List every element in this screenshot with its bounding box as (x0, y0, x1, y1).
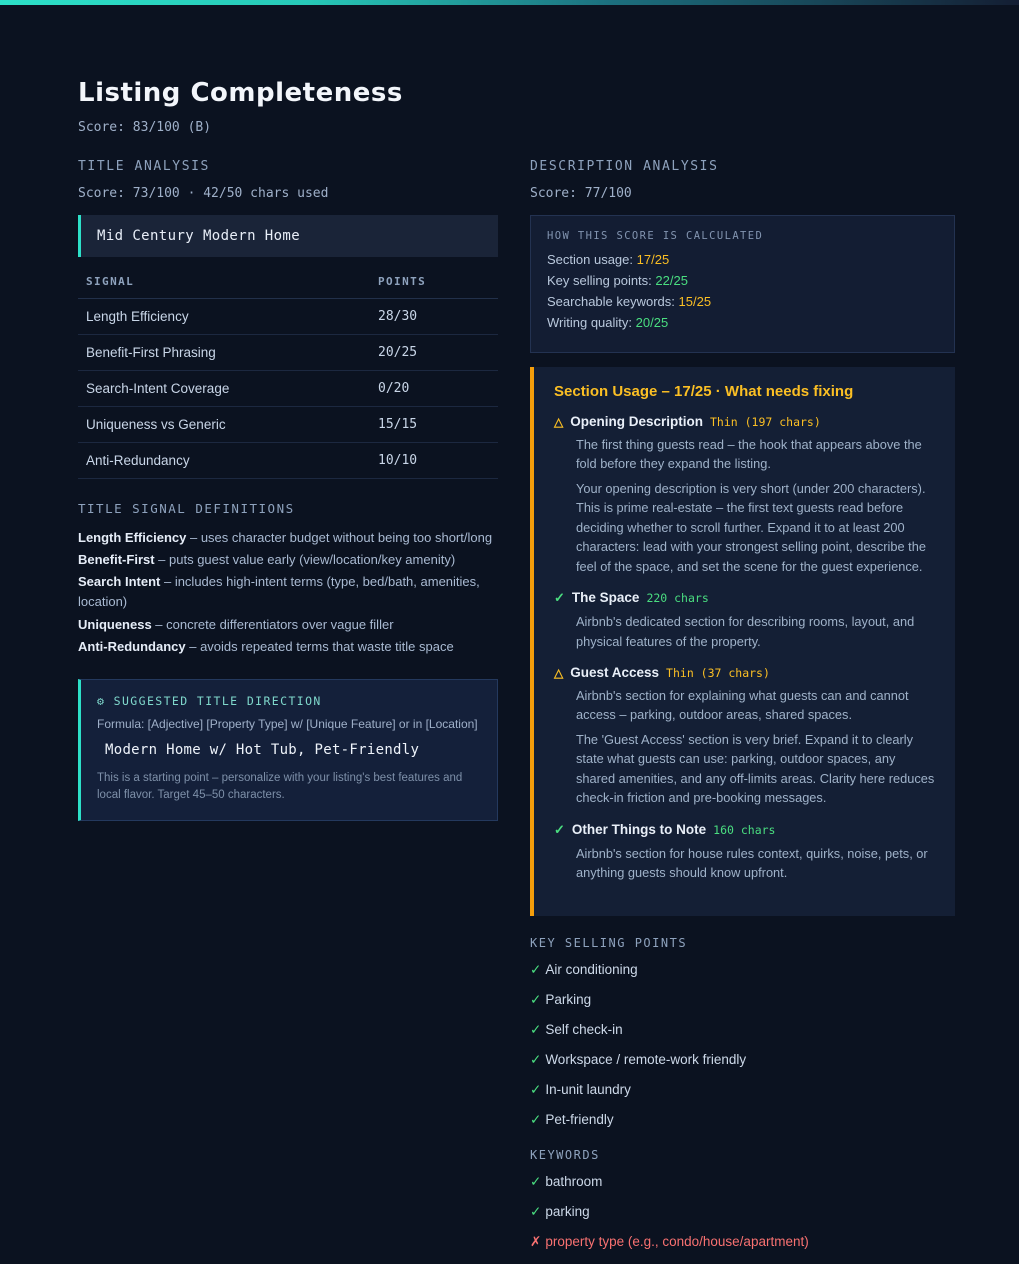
fix-item (554, 665, 935, 808)
list-item-label: parking (545, 1204, 590, 1220)
col-points: POINTS (378, 275, 498, 299)
fix-item-advice: The 'Guest Access' section is very brief. Expand it to clearly state what guests can use: parking, outdoor spaces, any shared amenities, and any off-limits areas. Clarity here reduces check-in friction and pre-booking messages. (576, 731, 935, 806)
list-item-label: Air conditioning (545, 962, 638, 978)
definition-text: – avoids repeated terms that waste title space (185, 638, 454, 654)
check-icon: ✓ (530, 1082, 542, 1098)
fix-item-head (554, 665, 935, 680)
definition-text: – uses character budget without being too short/long (186, 530, 493, 545)
suggested-title-panel (78, 679, 498, 822)
list-item-label: Workspace / remote-work friendly (545, 1052, 747, 1068)
fix-item-tag: 220 chars (646, 591, 709, 606)
list-item (530, 1022, 955, 1038)
check-icon: ✓ (530, 1204, 542, 1220)
warning-icon: △ (554, 415, 564, 429)
fix-item-name: Other Things to Note (571, 821, 707, 837)
fix-item-body: Airbnb's section for house rules context, quirks, noise, pets, or anything guests should know upfront. (576, 845, 928, 880)
list-item (530, 1112, 955, 1128)
signal-points: 10/10 (378, 443, 498, 479)
signal-points: 15/15 (378, 407, 498, 443)
definition-item (78, 572, 498, 612)
fix-item-tag: Thin (197 chars) (710, 415, 821, 429)
description-analysis-heading: DESCRIPTION ANALYSIS (530, 159, 719, 174)
fix-item-name: Opening Description (570, 414, 703, 429)
check-icon: ✓ (530, 1022, 542, 1038)
description-analysis-score: Score: 77/100 (530, 186, 632, 201)
list-item-label: Parking (545, 992, 592, 1008)
fix-item-advice: Your opening description is very short (under 200 characters). This is prime real-estate – the first text guests read before deciding whether to scroll further. Expand it to at least 200 characters: lead with your strongest selling point, describe the feel of the space, and set the scene for the guest experience. (576, 480, 926, 574)
calc-row (547, 294, 938, 309)
warning-icon: △ (554, 665, 564, 680)
suggested-title-note: This is a starting point – personalize with your listing's best features and local flavor. Target 45–50 characters. (97, 771, 463, 802)
title-analysis-panel (78, 159, 498, 1264)
suggested-title-heading: ⚙ SUGGESTED TITLE DIRECTION (97, 693, 322, 708)
fix-item-name: Guest Access (570, 664, 660, 680)
calc-value: 17/25 (636, 252, 670, 267)
check-icon: ✓ (530, 1052, 542, 1068)
fix-item-body: Airbnb's section for explaining what guests can and cannot access – parking, outdoor areas, shared spaces. (576, 687, 909, 723)
calc-row (547, 273, 938, 288)
definition-item (78, 528, 498, 548)
fix-item (554, 822, 935, 883)
definition-term: Search Intent (78, 574, 161, 590)
calc-value: 20/25 (635, 315, 669, 330)
calc-label: Searchable keywords: (547, 294, 675, 309)
check-icon: ✓ (530, 1174, 542, 1190)
signal-name: Length Efficiency (78, 299, 378, 335)
list-item (530, 1174, 955, 1190)
calc-row (547, 315, 938, 330)
definition-term: Uniqueness (78, 616, 152, 632)
suggested-title-formula: Formula: [Adjective] [Property Type] w/ [Unique Feature] or in [Location] (97, 716, 478, 731)
overall-score: Score: 83/100 (B) (78, 120, 212, 135)
page-title: Listing Completeness (78, 78, 403, 108)
description-analysis-panel (530, 159, 955, 1264)
definition-item (78, 637, 498, 657)
keywords-heading: KEYWORDS (530, 1148, 600, 1163)
title-analysis-score: Score: 73/100 · 42/50 chars used (78, 186, 329, 201)
calc-row (547, 252, 938, 267)
section-usage-title: Section Usage – 17/25 · What needs fixing (554, 383, 854, 400)
check-icon: ✓ (554, 821, 565, 837)
list-item-label: Pet-friendly (545, 1112, 614, 1128)
section-usage-panel (530, 367, 955, 916)
signal-name: Search-Intent Coverage (78, 371, 378, 407)
definition-text: – includes high-intent terms (type, bed/bath, amenities, location) (78, 574, 480, 610)
fix-item-head (554, 414, 935, 429)
fix-item-head (554, 590, 935, 606)
check-icon: ✓ (530, 962, 542, 978)
check-icon: ✓ (530, 992, 542, 1008)
check-icon: ✓ (554, 590, 565, 606)
list-item-label: bathroom (545, 1174, 603, 1190)
signal-name: Anti-Redundancy (78, 443, 378, 479)
definition-term: Benefit-First (78, 552, 155, 568)
definition-term: Anti-Redundancy (78, 638, 186, 654)
check-icon: ✓ (530, 1112, 542, 1128)
col-signal: SIGNAL (78, 275, 378, 299)
signal-points: 28/30 (378, 299, 498, 335)
list-item (530, 962, 955, 978)
columns (78, 159, 941, 1264)
title-analysis-heading: TITLE ANALYSIS (78, 159, 210, 174)
calc-value: 15/25 (678, 294, 712, 309)
table-row (78, 335, 498, 371)
signal-points: 0/20 (378, 371, 498, 407)
calc-label: Writing quality: (547, 315, 633, 330)
score-calculation-heading: HOW THIS SCORE IS CALCULATED (547, 230, 764, 242)
table-row (78, 299, 498, 335)
definition-item (78, 615, 498, 635)
fix-item-name: The Space (571, 590, 640, 606)
definitions-heading: TITLE SIGNAL DEFINITIONS (78, 501, 295, 516)
list-item (530, 992, 955, 1008)
definition-text: – puts guest value early (view/location/key amenity) (154, 552, 456, 568)
list-item (530, 1082, 955, 1098)
fix-item-body: Airbnb's dedicated section for describing rooms, layout, and physical features of the property. (576, 614, 915, 649)
list-item (530, 1052, 955, 1068)
definition-item (78, 550, 498, 570)
list-item (530, 1204, 955, 1220)
table-row (78, 443, 498, 479)
score-calculation-panel (530, 215, 955, 353)
cross-icon: ✗ (530, 1234, 542, 1250)
table-row (78, 371, 498, 407)
signal-name: Benefit-First Phrasing (78, 335, 378, 371)
fix-item (554, 414, 935, 576)
calc-label: Section usage: (547, 252, 634, 267)
list-item-label: In-unit laundry (545, 1082, 631, 1098)
list-item-label: Self check-in (545, 1022, 623, 1038)
definition-term: Length Efficiency (78, 530, 187, 545)
title-signals-table (78, 275, 498, 479)
calc-value: 22/25 (655, 273, 688, 288)
list-item-label: property type (e.g., condo/house/apartment) (545, 1234, 809, 1250)
fix-item-head (554, 822, 935, 838)
table-header-row (78, 275, 498, 299)
list-item (530, 1234, 955, 1250)
signal-name: Uniqueness vs Generic (78, 407, 378, 443)
signal-points: 20/25 (378, 335, 498, 371)
calc-label: Key selling points: (547, 273, 652, 288)
listing-title-value: Mid Century Modern Home (78, 215, 498, 257)
fix-item (554, 590, 935, 651)
table-row (78, 407, 498, 443)
definition-text: – concrete differentiators over vague filler (151, 616, 394, 632)
key-selling-points-heading: KEY SELLING POINTS (530, 936, 688, 951)
fix-item-body: The first thing guests read – the hook that appears above the fold before they expand the listing. (576, 437, 922, 472)
suggested-title-example: Modern Home w/ Hot Tub, Pet-Friendly (105, 741, 420, 758)
fix-item-tag: Thin (37 chars) (666, 665, 770, 680)
fix-item-tag: 160 chars (713, 822, 776, 837)
